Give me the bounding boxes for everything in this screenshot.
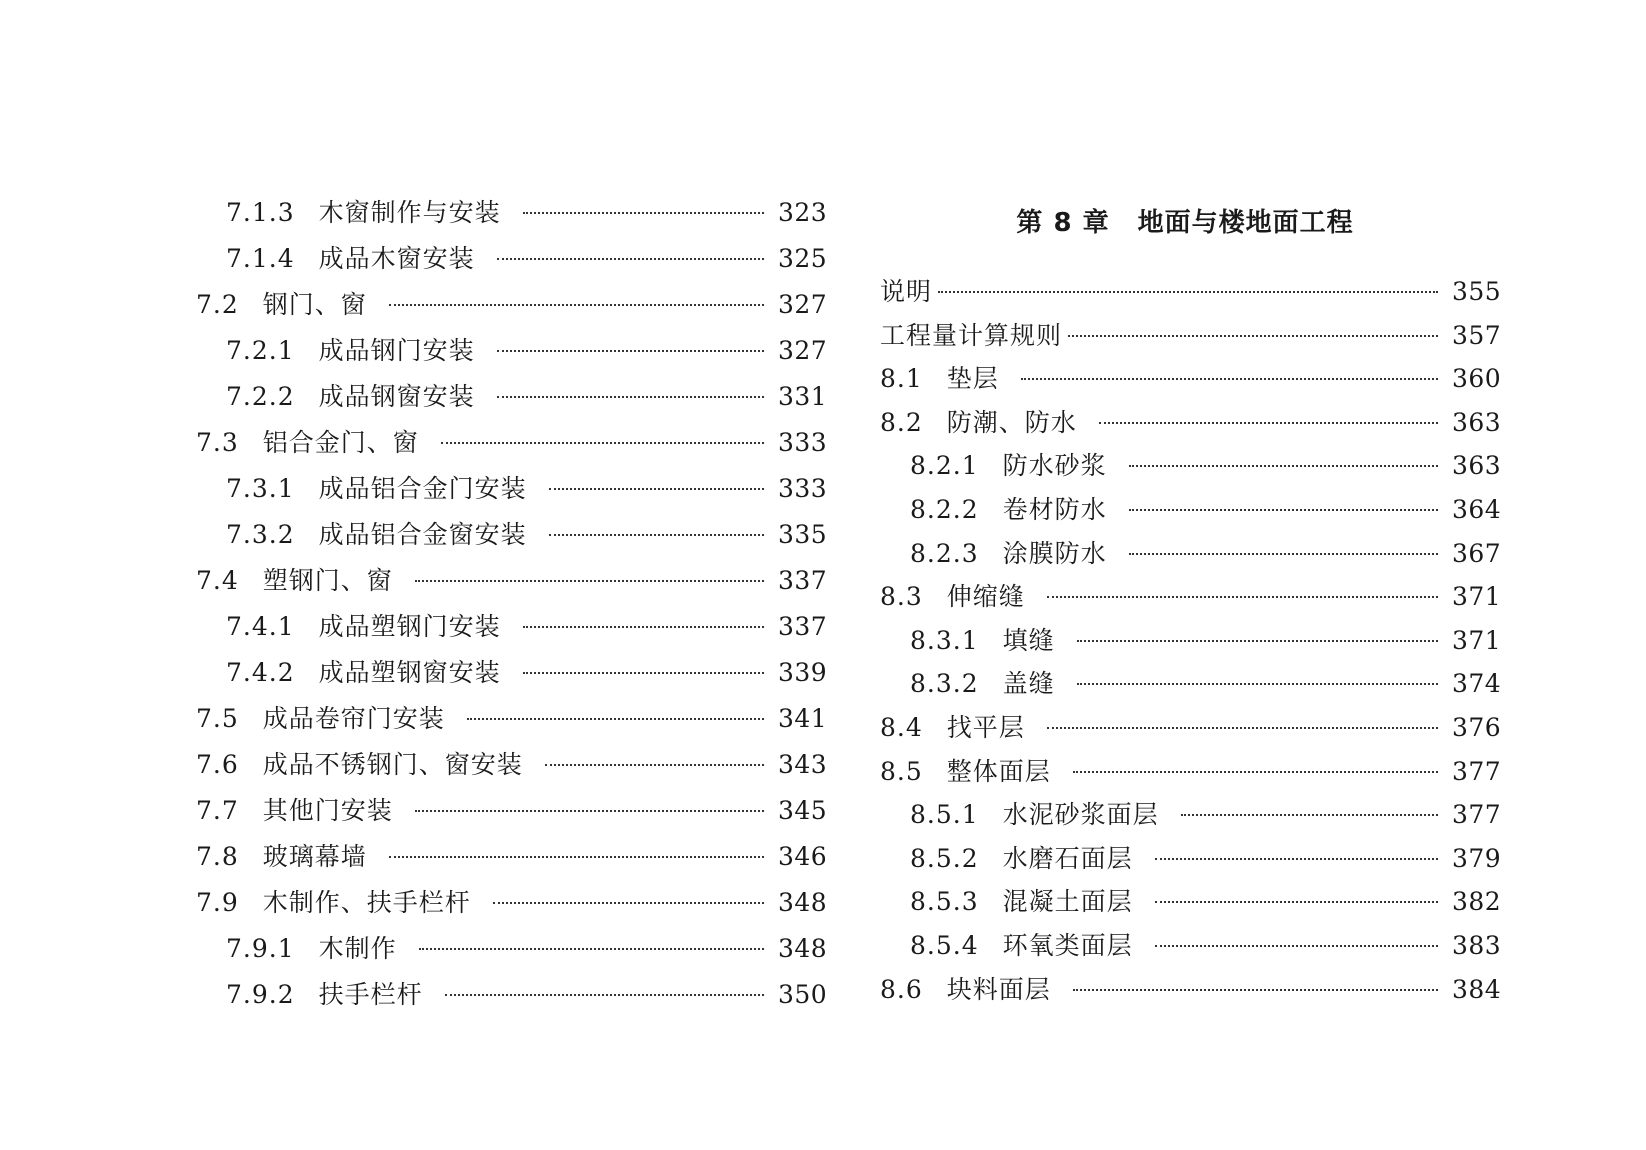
dot-leader: [419, 948, 764, 950]
dot-leader: [1077, 683, 1438, 685]
dot-leader: [523, 626, 764, 628]
toc-entry-title: 扶手栏杆: [318, 980, 423, 1009]
toc-entry-title: 盖缝: [1002, 669, 1055, 699]
toc-entry-7-3-2[interactable]: [196, 512, 826, 558]
toc-entry-7-2-2[interactable]: [196, 374, 826, 420]
dot-leader: [1099, 422, 1438, 424]
toc-entry-number: 8.2.1: [910, 451, 979, 481]
toc-entry-page: 333: [778, 474, 828, 503]
toc-entry-8-1[interactable]: [880, 357, 1500, 401]
toc-entry-7-3[interactable]: [196, 420, 826, 466]
toc-entry-number: 8.6: [880, 974, 923, 1004]
toc-entry-title: 木窗制作与安装: [318, 198, 501, 227]
toc-left-column: [196, 190, 826, 1018]
toc-entry-8-4[interactable]: [880, 706, 1500, 750]
toc-entry-number: 7.2.1: [226, 336, 295, 365]
toc-entry-8-2-3[interactable]: [880, 532, 1500, 576]
toc-entry-number: 7.3.2: [226, 520, 295, 549]
toc-entry-page: 337: [778, 566, 828, 595]
toc-entry-title: 伸缩缝: [946, 582, 1025, 612]
dot-leader: [549, 488, 764, 490]
toc-entry-calculation-rules[interactable]: [880, 314, 1500, 358]
toc-entry-7-2-1[interactable]: [196, 328, 826, 374]
toc-entry-title: 防水砂浆: [1002, 451, 1107, 481]
toc-entry-number: 7.4: [196, 566, 239, 595]
toc-entry-page: 383: [1452, 930, 1502, 960]
toc-entry-title: 成品塑钢窗安装: [318, 658, 501, 687]
dot-leader: [1129, 553, 1438, 555]
toc-entry-number: 8.5.1: [910, 800, 979, 830]
toc-entry-page: 341: [778, 704, 828, 733]
toc-entry-title: 填缝: [1002, 625, 1055, 655]
toc-entry-title: 成品钢门安装: [318, 336, 475, 365]
toc-entry-page: 348: [778, 888, 828, 917]
toc-entry-number: 8.3.1: [910, 625, 979, 655]
dot-leader: [1181, 814, 1438, 816]
dot-leader: [467, 718, 764, 720]
dot-leader: [1155, 945, 1438, 947]
toc-entry-number: 7.6: [196, 750, 239, 779]
dot-leader: [1073, 989, 1438, 991]
toc-entry-page: 325: [778, 244, 828, 273]
toc-entry-number: 7.8: [196, 842, 239, 871]
toc-entry-8-5-2[interactable]: [880, 837, 1500, 881]
toc-entry-title: 水磨石面层: [1002, 843, 1133, 873]
toc-entry-number: 7.1.4: [226, 244, 295, 273]
toc-entry-page: 379: [1452, 843, 1502, 873]
toc-entry-title: 找平层: [946, 712, 1025, 742]
toc-entry-8-2-2[interactable]: [880, 488, 1500, 532]
toc-entry-8-5-3[interactable]: [880, 880, 1500, 924]
dot-leader: [497, 258, 764, 260]
toc-entry-number: 8.3.2: [910, 669, 979, 699]
toc-entry-number: 7.9.1: [226, 934, 295, 963]
toc-entry-title: 防潮、防水: [946, 407, 1077, 437]
toc-entry-page: 384: [1452, 974, 1502, 1004]
toc-entry-title: 整体面层: [946, 756, 1051, 786]
toc-entry-7-2[interactable]: [196, 282, 826, 328]
toc-entry-title: 钢门、窗: [262, 290, 367, 319]
dot-leader: [493, 902, 764, 904]
toc-entry-title: 工程量计算规则: [880, 320, 1063, 350]
toc-entry-8-3-2[interactable]: [880, 662, 1500, 706]
toc-entry-number: 8.5: [880, 756, 923, 786]
toc-entry-7-9-2[interactable]: [196, 972, 826, 1018]
toc-entry-7-1-4[interactable]: [196, 236, 826, 282]
toc-entry-page: 377: [1452, 800, 1502, 830]
toc-entry-8-2[interactable]: [880, 401, 1500, 445]
toc-entry-page: 327: [778, 290, 828, 319]
toc-entry-number: 8.5.2: [910, 843, 979, 873]
toc-entry-8-6[interactable]: [880, 968, 1500, 1012]
toc-entry-number: 8.1: [880, 364, 923, 394]
toc-entry-page: 335: [778, 520, 828, 549]
toc-entry-number: 7.4.1: [226, 612, 295, 641]
dot-leader: [497, 350, 764, 352]
toc-entry-page: 346: [778, 842, 828, 871]
toc-entry-8-5[interactable]: [880, 750, 1500, 794]
toc-entry-page: 374: [1452, 669, 1502, 699]
dot-leader: [1077, 640, 1438, 642]
toc-entry-8-3[interactable]: [880, 575, 1500, 619]
toc-right-column: [880, 200, 1500, 1011]
toc-entry-page: 323: [778, 198, 828, 227]
toc-entry-number: 8.5.3: [910, 887, 979, 917]
toc-entry-page: 371: [1452, 582, 1502, 612]
toc-entry-8-3-1[interactable]: [880, 619, 1500, 663]
toc-entry-page: 327: [778, 336, 828, 365]
chapter-heading: [870, 200, 1500, 270]
toc-entry-page: 339: [778, 658, 828, 687]
toc-entry-number: 7.2.2: [226, 382, 295, 411]
toc-entry-title: 块料面层: [946, 974, 1051, 1004]
toc-entry-title: 成品不锈钢门、窗安装: [262, 750, 523, 779]
toc-entry-title: 木制作、扶手栏杆: [262, 888, 471, 917]
dot-leader: [523, 212, 764, 214]
toc-entry-page: 348: [778, 934, 828, 963]
toc-entry-page: 364: [1452, 494, 1502, 524]
toc-entry-page: 333: [778, 428, 828, 457]
toc-entry-title: 环氧类面层: [1002, 930, 1133, 960]
toc-entry-title: 铝合金门、窗: [262, 428, 419, 457]
toc-entry-title: 混凝土面层: [1002, 887, 1133, 917]
dot-leader: [1021, 378, 1438, 380]
toc-entry-number: 7.1.3: [226, 198, 295, 227]
toc-entry-7-9-1[interactable]: [196, 926, 826, 972]
dot-leader: [1068, 335, 1438, 337]
toc-entry-7-8[interactable]: [196, 834, 826, 880]
toc-entry-page: 367: [1452, 538, 1502, 568]
dot-leader: [441, 442, 764, 444]
toc-entry-number: 8.3: [880, 582, 923, 612]
toc-entry-title: 玻璃幕墙: [262, 842, 367, 871]
toc-entry-page: 345: [778, 796, 828, 825]
toc-entry-number: 7.7: [196, 796, 239, 825]
toc-entry-title: 木制作: [318, 934, 397, 963]
toc-entry-7-9[interactable]: [196, 880, 826, 926]
dot-leader: [415, 580, 764, 582]
dot-leader: [1129, 465, 1438, 467]
dot-leader: [549, 534, 764, 536]
toc-entry-title: 成品铝合金门安装: [318, 474, 527, 503]
dot-leader: [415, 810, 764, 812]
toc-entry-title: 成品铝合金窗安装: [318, 520, 527, 549]
toc-entry-7-1-3[interactable]: [196, 190, 826, 236]
chapter-name: 地面与楼地面工程: [1137, 208, 1354, 238]
toc-entry-explanation[interactable]: [880, 270, 1500, 314]
toc-entry-title: 水泥砂浆面层: [1002, 800, 1159, 830]
toc-entry-number: 7.4.2: [226, 658, 295, 687]
toc-entry-title: 成品木窗安装: [318, 244, 475, 273]
dot-leader: [445, 994, 764, 996]
toc-entry-number: 7.5: [196, 704, 239, 733]
toc-entry-8-5-1[interactable]: [880, 793, 1500, 837]
dot-leader: [938, 291, 1438, 293]
toc-entry-number: 8.5.4: [910, 930, 979, 960]
toc-entry-page: 331: [778, 382, 828, 411]
dot-leader: [389, 856, 764, 858]
toc-entry-number: 7.3.1: [226, 474, 295, 503]
toc-entry-page: 357: [1452, 320, 1502, 350]
toc-entry-7-4[interactable]: [196, 558, 826, 604]
toc-entry-page: 377: [1452, 756, 1502, 786]
toc-entry-8-5-4[interactable]: [880, 924, 1500, 968]
toc-entry-page: 363: [1452, 407, 1502, 437]
toc-entry-title: 塑钢门、窗: [262, 566, 393, 595]
dot-leader: [389, 304, 764, 306]
toc-entry-7-3-1[interactable]: [196, 466, 826, 512]
toc-entry-number: 8.2.3: [910, 538, 979, 568]
toc-entry-page: 360: [1452, 364, 1502, 394]
toc-entry-page: 343: [778, 750, 828, 779]
dot-leader: [1047, 727, 1438, 729]
toc-entry-number: 7.9: [196, 888, 239, 917]
dot-leader: [545, 764, 764, 766]
toc-entry-page: 371: [1452, 625, 1502, 655]
toc-entry-page: 350: [778, 980, 828, 1009]
toc-entry-page: 363: [1452, 451, 1502, 481]
toc-entry-title: 成品钢窗安装: [318, 382, 475, 411]
toc-entry-8-2-1[interactable]: [880, 444, 1500, 488]
toc-entry-number: 8.2: [880, 407, 923, 437]
toc-entry-title: 垫层: [946, 364, 999, 394]
dot-leader: [1155, 901, 1438, 903]
toc-entry-7-7[interactable]: [196, 788, 826, 834]
toc-entry-title: 涂膜防水: [1002, 538, 1107, 568]
dot-leader: [1073, 771, 1438, 773]
toc-entry-page: 355: [1452, 277, 1502, 306]
toc-entry-page: 382: [1452, 887, 1502, 917]
chapter-number: 第 8 章: [1016, 208, 1110, 238]
toc-entry-title: 成品卷帘门安装: [262, 704, 445, 733]
dot-leader: [1155, 858, 1438, 860]
toc-entry-title: 其他门安装: [262, 796, 393, 825]
toc-entry-7-5[interactable]: [196, 696, 826, 742]
toc-entry-number: 7.9.2: [226, 980, 295, 1009]
toc-entry-number: 8.4: [880, 712, 923, 742]
toc-entry-title: 卷材防水: [1002, 494, 1107, 524]
toc-entry-7-6[interactable]: [196, 742, 826, 788]
toc-entry-number: 8.2.2: [910, 494, 979, 524]
toc-entry-title: 成品塑钢门安装: [318, 612, 501, 641]
toc-entry-title: 说明: [880, 277, 933, 306]
toc-entry-7-4-2[interactable]: [196, 650, 826, 696]
dot-leader: [1129, 509, 1438, 511]
toc-entry-number: 7.3: [196, 428, 239, 457]
toc-entry-page: 337: [778, 612, 828, 641]
dot-leader: [497, 396, 764, 398]
toc-entry-page: 376: [1452, 712, 1502, 742]
toc-entry-number: 7.2: [196, 290, 239, 319]
dot-leader: [523, 672, 764, 674]
dot-leader: [1047, 596, 1438, 598]
toc-entry-7-4-1[interactable]: [196, 604, 826, 650]
